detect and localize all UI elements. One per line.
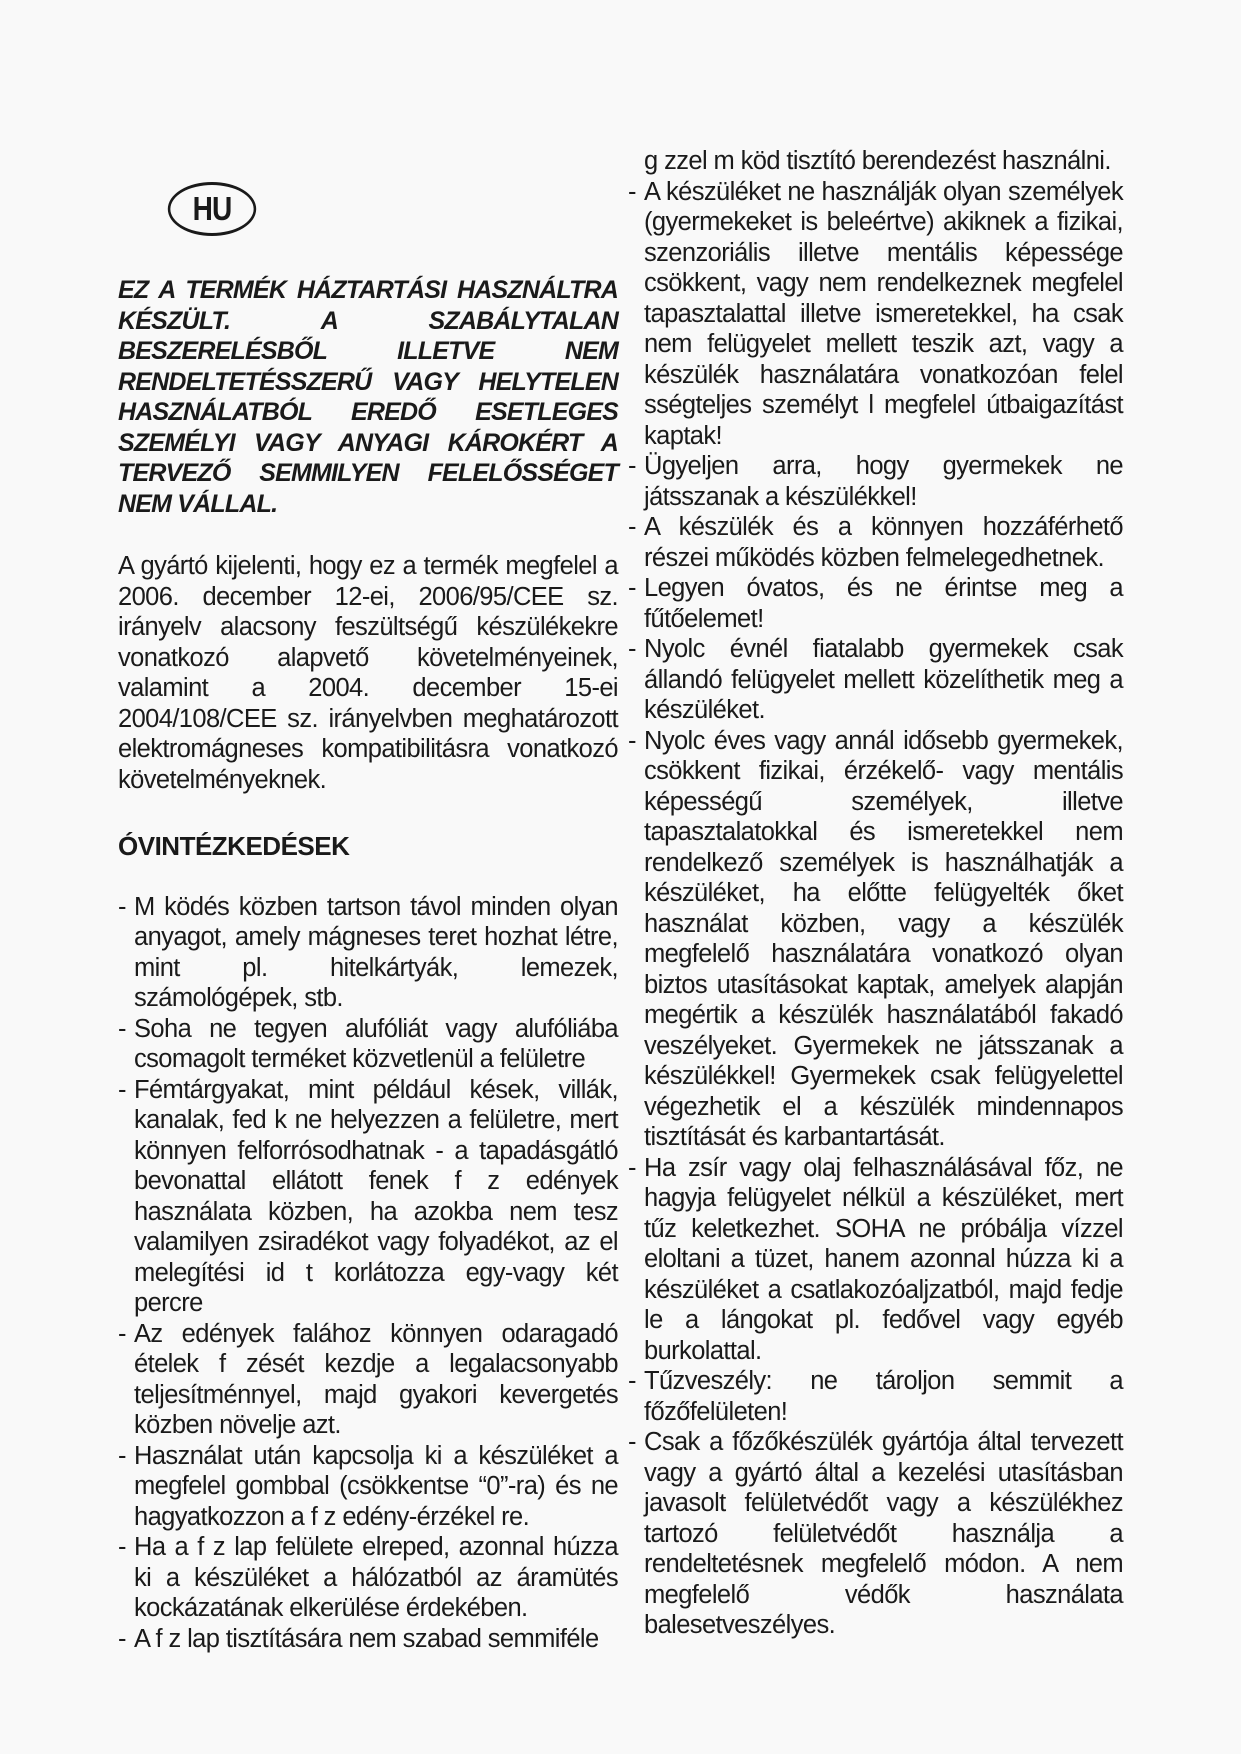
list-item: - Tűzveszély: ne tároljon semmit a főzőfelületen!: [628, 1366, 1123, 1427]
list-item: - Ügyeljen arra, hogy gyermekek ne játsszanak a készülékkel!: [628, 451, 1123, 512]
list-item: - Ha zsír vagy olaj felhasználásával főz, ne hagyja felügyelet nélkül a készüléket, mert tűz keletkezhet. SOHA ne próbálja vízzel eloltani a tüzet, hanem azonnal húzza ki a készüléket a csatlakozóaljzatból, majd fedje le a lángokat pl. fedővel vagy egyéb burkolattal.: [628, 1153, 1123, 1367]
language-badge: HU: [168, 182, 256, 236]
list-item: - Az edények falához könnyen odaragadó ételek f zését kezdje a legalacsonyabb teljesítménnyel, majd gyakori kevergetés közben növelje azt.: [118, 1319, 618, 1441]
list-item: - M ködés közben tartson távol minden olyan anyagot, amely mágneses teret hozhat létre, mint pl. hitelkártyák, lemezek, számológépek, stb.: [118, 892, 618, 1014]
continued-text: g zzel m köd tisztító berendezést használni.: [644, 147, 1111, 175]
list-item: - A f z lap tisztítására nem szabad semmiféle: [118, 1624, 618, 1655]
right-bullet-list: [628, 177, 1123, 1641]
list-item: - Fémtárgyakat, mint például kések, villák, kanalak, fed k ne helyezzen a felületre, mert könnyen felforrósodhatnak - a tapadásgátló bevonattal ellátott fenek f z edények használata közben, ha azokba nem tesz valamilyen zsiradékot vagy folyadékot, az el melegítési id t korlátozza egy-vagy két percre: [118, 1075, 618, 1319]
list-item: - Csak a főzőkészülék gyártója által tervezett vagy a gyártó által a kezelési utasításban javasolt felületvédőt vagy a készülékhez tartozó felületvédőt használja a rendeltetésnek megfelelő módon. A nem megfelelő védők használata balesetveszélyes.: [628, 1427, 1123, 1641]
list-item: - Ha a f z lap felülete elreped, azonnal húzza ki a készüléket a hálózatból az áramütés kockázatának elkerülése érdekében.: [118, 1532, 618, 1624]
list-item: - Nyolc évnél fiatalabb gyermekek csak állandó felügyelet mellett közelíthetik meg a készüléket.: [628, 634, 1123, 726]
list-item: - Használat után kapcsolja ki a készüléket a megfelel gombbal (csökkentse “0”-ra) és ne hagyatkozzon a f z edény-érzékel re.: [118, 1441, 618, 1533]
list-item: - Nyolc éves vagy annál idősebb gyermekek, csökkent fizikai, érzékelő- vagy mentális képességű személyek, illetve tapasztalatokkal és ismeretekkel nem rendelkező személyek is használhatják a készüléket, ha előtte felügyelték őket használat közben, vagy a készülék megfelelő használatára vonatkozó olyan biztos utasításokat kaptak, amelyek alapján megértik a készülék használatából fakadó veszélyeket. Gyermekek ne játsszanak a készülékkel! Gyermekek csak felügyelettel végezhetik el a készülék mindennapos tisztítását és karbantartását.: [628, 726, 1123, 1153]
list-item: - Legyen óvatos, és ne érintse meg a fűtőelemet!: [628, 573, 1123, 634]
list-item: - A készüléket ne használják olyan személyek (gyermekeket is beleértve) akiknek a fizikai, szenzoriális illetve mentális képessége csökkent, vagy nem rendelkeznek megfelel tapasztalattal illetve ismeretekkel, ha csak nem felügyelet mellett teszik azt, vagy a készülék használatára vonatkozóan felel sségteljes személyt l megfelel útbaigazítást kaptak!: [628, 177, 1123, 452]
list-item: - A készülék és a könnyen hozzáférhető részei működés közben felmelegedhetnek.: [628, 512, 1123, 573]
declaration: A gyártó kijelenti, hogy ez a termék megfelel a 2006. december 12-ei, 2006/95/CEE sz. irányelv alacsony feszültségű készülékekre vonatkozó alapvető követelményeinek, valamint a 2004. december 15-ei 2004/108/CEE sz. irányelvben meghatározott elektromágneses kompatibilitásra vonatkozó követelményeknek.: [118, 552, 618, 794]
right-column: [628, 146, 1123, 1641]
left-bullet-list: [118, 892, 618, 1655]
disclaimer: EZ A TERMÉK HÁZTARTÁSI HASZNÁLTRA KÉSZÜLT. A SZABÁLYTALAN BESZERELÉSBŐL ILLETVE NEM RENDELTETÉSSZERŰ VAGY HELYTELEN HASZNÁLATBÓL EREDŐ ESETLEGES SZEMÉLYI VAGY ANYAGI KÁROKÉRT A TERVEZŐ SEMMILYEN FELELŐSSÉGET NEM VÁLLAL.: [118, 276, 618, 518]
section-heading: ÓVINTÉZKEDÉSEK: [118, 831, 350, 861]
list-item: - Soha ne tegyen alufóliát vagy alufóliába csomagolt terméket közvetlenül a felületre: [118, 1014, 618, 1075]
left-column: [118, 275, 618, 1654]
